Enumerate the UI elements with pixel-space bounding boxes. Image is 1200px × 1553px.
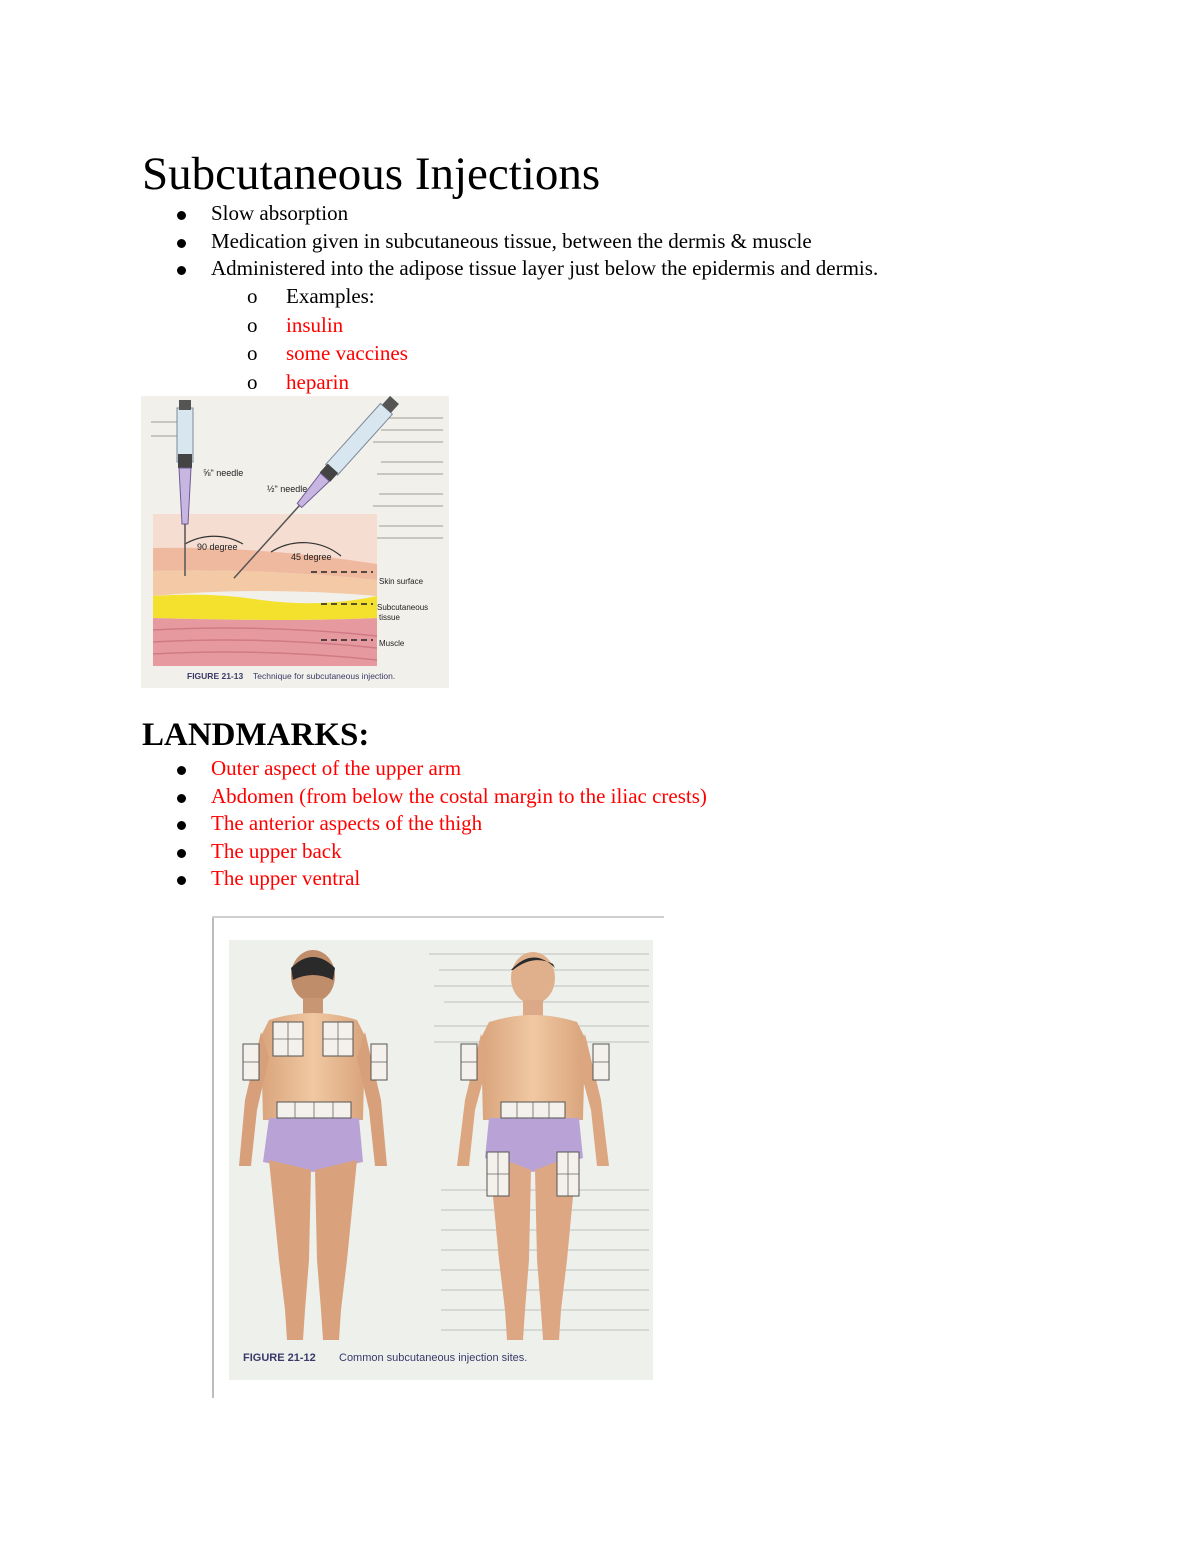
figure-frame-left bbox=[212, 916, 214, 1398]
bullet-icon bbox=[177, 876, 186, 885]
list-item: Outer aspect of the upper arm bbox=[211, 755, 707, 783]
layer-label-tissue: tissue bbox=[379, 613, 400, 622]
angle-label-a: 90 degree bbox=[197, 542, 238, 552]
bullet-icon bbox=[177, 266, 186, 275]
injection-technique-illustration bbox=[141, 396, 449, 688]
front-view-figure bbox=[457, 952, 609, 1340]
list-item: The upper ventral bbox=[211, 865, 707, 893]
layer-label-skin: Skin surface bbox=[379, 577, 424, 586]
sub-bullet-icon: o bbox=[247, 341, 258, 365]
list-item: Medication given in subcutaneous tissue, between the dermis & muscle bbox=[211, 228, 878, 256]
list-item: Abdomen (from below the costal margin to the iliac crests) bbox=[211, 783, 707, 811]
back-view-figure bbox=[239, 950, 387, 1340]
injection-technique-figure bbox=[141, 396, 449, 688]
bullet-icon bbox=[177, 239, 186, 248]
angle-label-b: 45 degree bbox=[291, 552, 332, 562]
list-item: o heparin bbox=[286, 369, 408, 397]
list-item: The anterior aspects of the thigh bbox=[211, 810, 707, 838]
examples-label: o Examples: bbox=[286, 283, 408, 311]
bullet-icon bbox=[177, 821, 186, 830]
sub-bullet-icon: o bbox=[247, 312, 258, 337]
list-item: o some vaccines bbox=[286, 340, 408, 368]
injection-sites-figure bbox=[229, 940, 653, 1380]
needle-label-b: ½" needle bbox=[267, 484, 308, 494]
page-title: Subcutaneous Injections bbox=[142, 148, 601, 200]
sub-bullet-icon: o bbox=[247, 369, 258, 394]
list-item: Slow absorption bbox=[211, 200, 878, 228]
examples-list bbox=[247, 283, 408, 396]
injection-sites-illustration bbox=[229, 940, 653, 1380]
bullet-icon bbox=[177, 794, 186, 803]
needle-label-a: ⅝" needle bbox=[203, 468, 244, 478]
landmarks-heading: LANDMARKS: bbox=[142, 717, 370, 753]
landmarks-list bbox=[211, 755, 707, 893]
figure2-caption-number: FIGURE 21-12 bbox=[243, 1352, 316, 1364]
figure2-caption-text: Common subcutaneous injection sites. bbox=[339, 1352, 528, 1364]
bullet-icon bbox=[177, 849, 186, 858]
figure-frame-top bbox=[212, 916, 664, 918]
list-item: o insulin bbox=[286, 312, 408, 340]
bullet-icon bbox=[177, 211, 186, 220]
list-item: Administered into the adipose tissue layer just below the epidermis and dermis. bbox=[211, 255, 878, 283]
figure1-caption-text: Technique for subcutaneous injection. bbox=[253, 671, 396, 681]
intro-bullet-list bbox=[211, 200, 878, 283]
figure1-caption-number: FIGURE 21-13 bbox=[187, 671, 244, 681]
layer-label-muscle: Muscle bbox=[379, 639, 405, 648]
bullet-icon bbox=[177, 766, 186, 775]
list-item: The upper back bbox=[211, 838, 707, 866]
sub-bullet-icon: o bbox=[247, 284, 258, 308]
layer-label-subcutaneous: Subcutaneous bbox=[377, 603, 429, 612]
